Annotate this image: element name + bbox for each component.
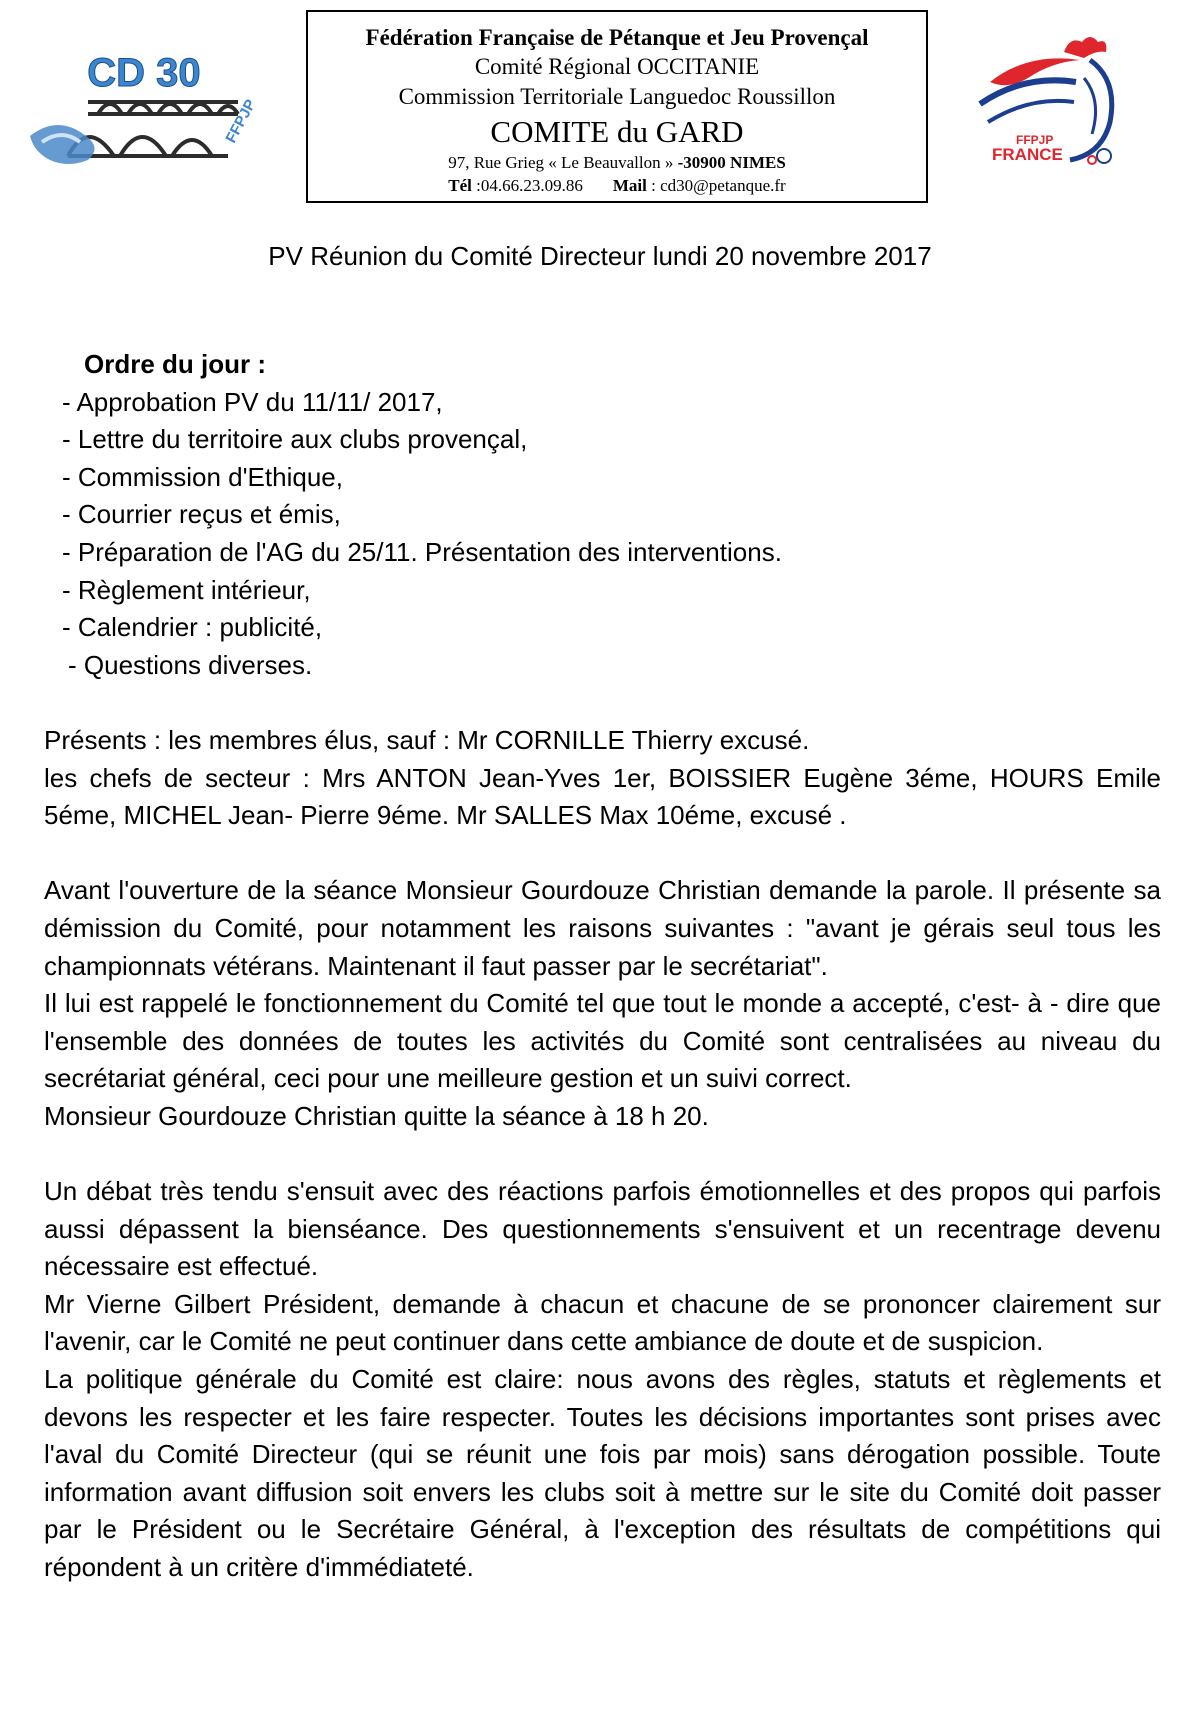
agenda-list — [44, 384, 1161, 685]
reminder-paragraph: Il lui est rappelé le fonctionnement du Comité tel que tout le monde a accepté, c'est- à - dire que l'ensemble des données de toutes les activités du Comité sont centralisées au niveau du secrétariat général, ceci pour une meilleure gestion et un suivi correct. — [44, 988, 1161, 1094]
opening-paragraph: Avant l'ouverture de la séance Monsieur Gourdouze Christian demande la parole. Il présente sa démission du Comité, pour notamment les raisons suivantes : "avant je gérais seul tous les championnats vétérans. Maintenant il faut passer par le secrétariat". — [44, 875, 1161, 981]
address — [308, 151, 926, 175]
departure-paragraph: Monsieur Gourdouze Christian quitte la séance à 18 h 20. — [44, 1100, 709, 1131]
mail-value: : cd30@petanque.fr — [646, 176, 786, 195]
tel-value: :04.66.23.09.86 — [471, 176, 583, 195]
address-city: -30900 NIMES — [677, 153, 786, 172]
tel-label: Tél — [448, 176, 472, 195]
agenda-item: - Lettre du territoire aux clubs provençal, — [62, 424, 528, 455]
policy-paragraph: La politique générale du Comité est claire: nous avons des règles, statuts et règlements et devons les respecter et les faire respecter. Toutes les décisions importantes sont prises avec l'aval du Comité Directeur (qui se réunit une fois par mois) sans dérogation possible. Toute information avant diffusion soit envers les clubs soit à mettre sur le site du Comité doit passer par le Président ou le Secrétaire Général, à l'exception des résultats de compétitions qui répondent à un critère d'immédiateté. — [44, 1364, 1161, 1582]
document-title: PV Réunion du Comité Directeur lundi 20 novembre 2017 — [268, 241, 932, 271]
france-text: FRANCE — [992, 145, 1063, 164]
presents-line: Présents : les membres élus, sauf : Mr CORNILLE Thierry excusé. — [44, 724, 810, 755]
agenda-item: - Règlement intérieur, — [62, 574, 311, 605]
address-street: 97, Rue Grieg « Le Beauvallon » — [448, 153, 678, 172]
agenda-item: - Questions diverses. — [68, 649, 313, 680]
debate-paragraph: Un débat très tendu s'ensuit avec des réactions parfois émotionnelles et des propos qui parfois aussi dépassent la bienséance. Des questionnements s'ensuivent et un recentrage devenu nécessaire est effectué. — [44, 1176, 1161, 1282]
federation-name: Fédération Française de Pétanque et Jeu Provençal — [365, 25, 869, 50]
agenda-item: - Calendrier : publicité, — [62, 612, 323, 643]
comite-name: COMITE du GARD — [490, 114, 744, 149]
sector-chiefs-line: les chefs de secteur : Mrs ANTON Jean-Yves 1er, BOISSIER Eugène 3éme, HOURS Emile 5éme, MICHEL Jean- Pierre 9éme. Mr SALLES Max 10éme, excusé . — [44, 762, 1161, 831]
cd30-logo-text: CD 30 — [87, 51, 201, 95]
cd30-logo-badge: FFPJP — [222, 96, 260, 146]
regional-committee: Comité Régional OCCITANIE — [474, 54, 760, 79]
agenda-item: - Préparation de l'AG du 25/11. Présentation des interventions. — [62, 536, 782, 567]
document-body — [44, 346, 1161, 1587]
president-paragraph: Mr Vierne Gilbert Président, demande à chacun et chacune de se prononcer clairement sur l'avenir, car le Comité ne peut continuer dans cette ambiance de doute et de suspicion. — [44, 1288, 1161, 1357]
cd30-logo — [28, 44, 260, 166]
territorial-commission: Commission Territoriale Languedoc Roussillon — [398, 84, 836, 109]
agenda-heading: Ordre du jour : — [84, 349, 266, 379]
letterhead — [306, 10, 928, 203]
mail-label: Mail — [612, 176, 647, 195]
agenda-item: - Courrier reçus et émis, — [62, 499, 341, 530]
ffpjp-badge: FFPJP — [1016, 133, 1054, 147]
contact — [308, 175, 926, 197]
agenda-item: - Approbation PV du 11/11/ 2017, — [62, 386, 443, 417]
ffpjp-france-logo — [972, 30, 1124, 180]
agenda-item: - Commission d'Ethique, — [62, 461, 343, 492]
